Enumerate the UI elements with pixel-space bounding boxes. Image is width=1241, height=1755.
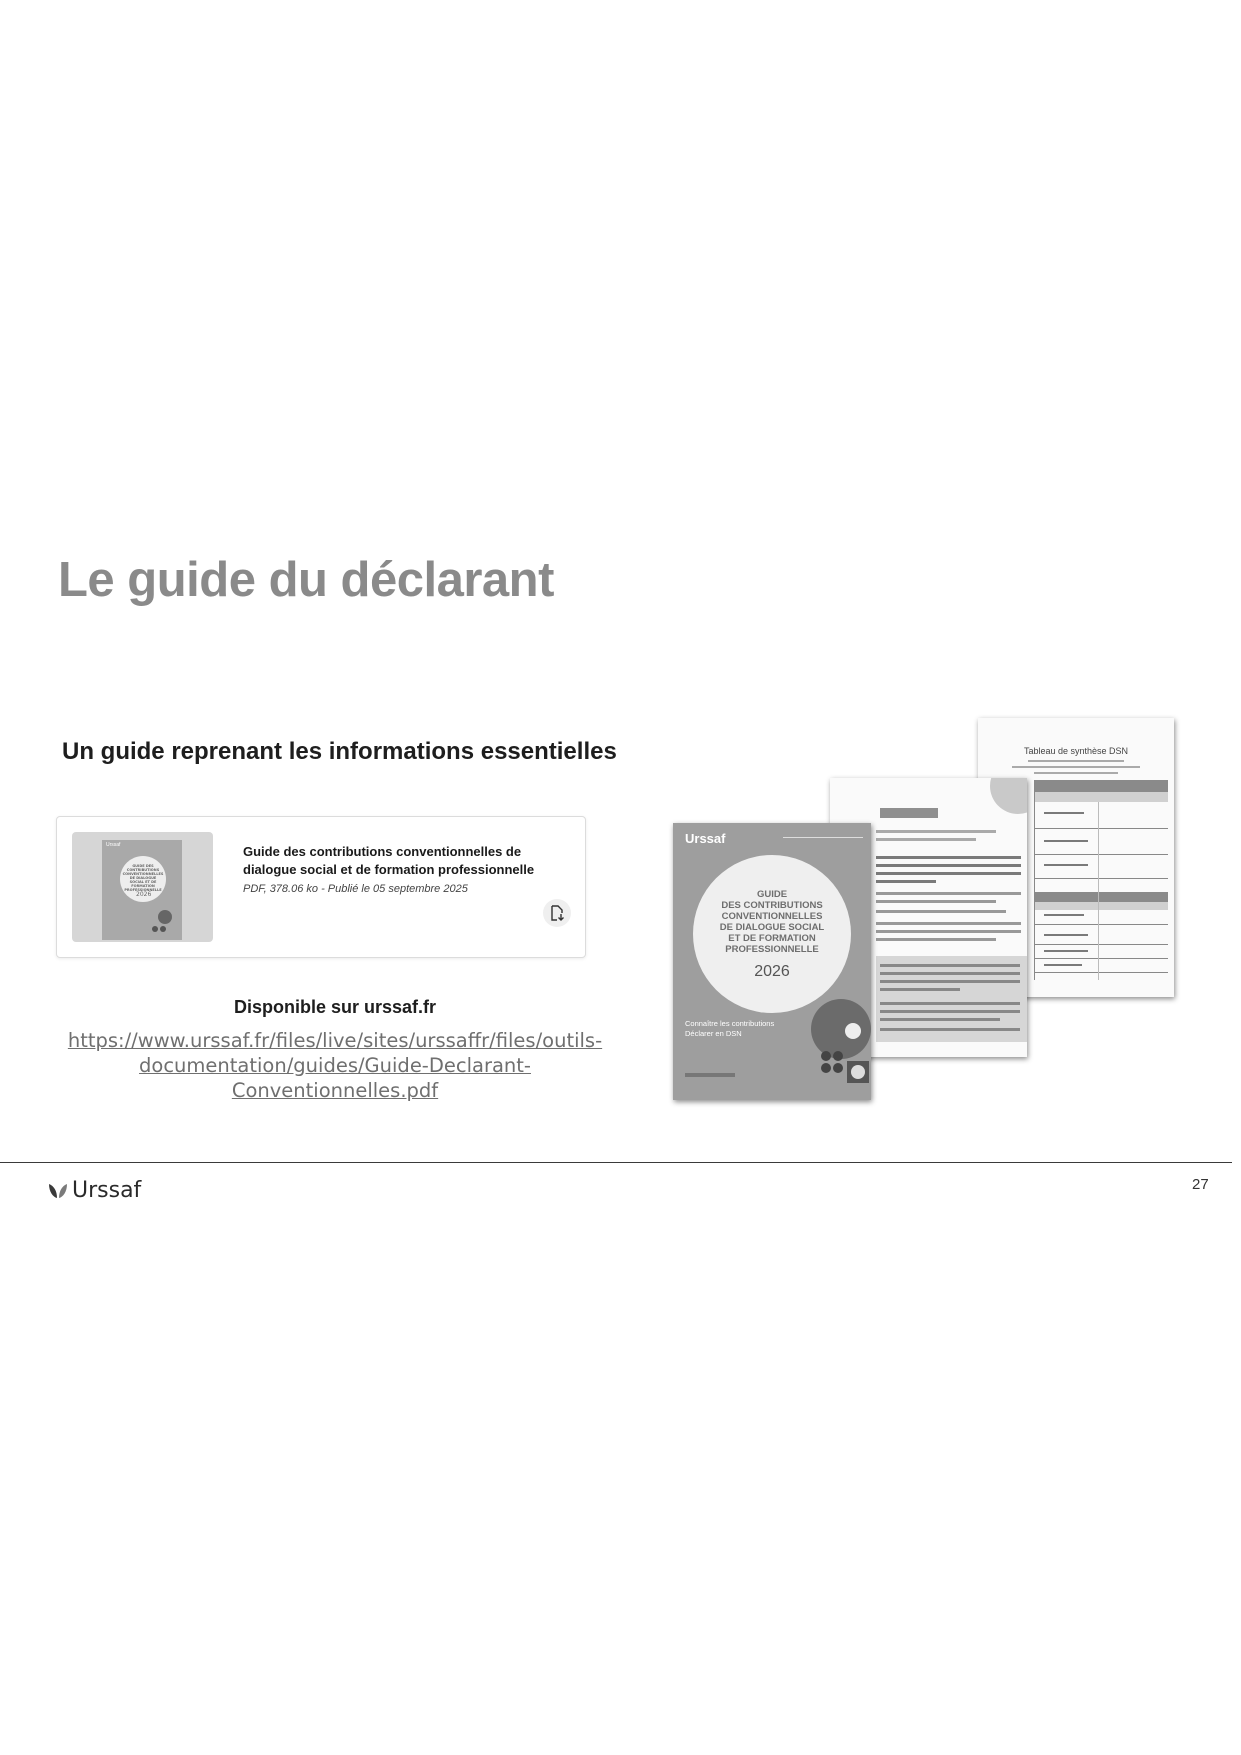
guide-url-link-line-1[interactable]: https://www.urssaf.fr/files/live/sites/urssaffr/files/outils-	[67, 1029, 603, 1052]
guide-file-meta: PDF, 378.06 ko - Publié le 05 septembre 2025	[243, 883, 468, 895]
thumbnail-year: 2026	[136, 891, 152, 898]
guide-url-link-line-3[interactable]: Conventionnelles.pdf	[231, 1079, 439, 1102]
thumbnail-cover-title: GUIDE DES CONTRIBUTIONS CONVENTIONNELLES DE DIALOGUE SOCIAL ET DE FORMATION PROFESSIONNELLE	[122, 864, 164, 892]
cover-subtitle: Connaître les contributions Déclarer en DSN	[685, 1019, 775, 1038]
guide-title-link[interactable]: Guide des contributions conventionnelles de dialogue social et de formation professionnelle	[243, 844, 535, 877]
page-title: Le guide du déclarant	[58, 553, 554, 607]
thumbnail-logo: Urssaf	[106, 842, 121, 848]
footer-divider	[0, 1162, 1232, 1163]
footer-logo	[48, 1178, 141, 1203]
file-download-icon	[549, 905, 565, 921]
cover-title: GUIDE DES CONTRIBUTIONS CONVENTIONNELLES DE DIALOGUE SOCIAL ET DE FORMATION PROFESSIONNELLE	[719, 889, 825, 955]
guide-thumbnail	[72, 832, 213, 942]
cover-year: 2026	[754, 963, 790, 980]
download-button[interactable]	[543, 899, 571, 927]
guide-url-link-line-2[interactable]: documentation/guides/Guide-Declarant-	[139, 1054, 531, 1077]
preview-page-cover	[673, 823, 871, 1100]
footer-logo-text: Urssaf	[72, 1178, 142, 1203]
page-number: 27	[1192, 1176, 1209, 1193]
guide-download-card[interactable]	[56, 816, 586, 958]
synthesis-table-title: Tableau de synthèse DSN	[1023, 746, 1129, 756]
availability-label: Disponible sur urssaf.fr	[233, 997, 437, 1017]
section-subtitle: Un guide reprenant les informations essentielles	[62, 738, 617, 765]
urssaf-leaf-icon	[48, 1182, 68, 1200]
cover-logo: Urssaf	[685, 831, 726, 846]
